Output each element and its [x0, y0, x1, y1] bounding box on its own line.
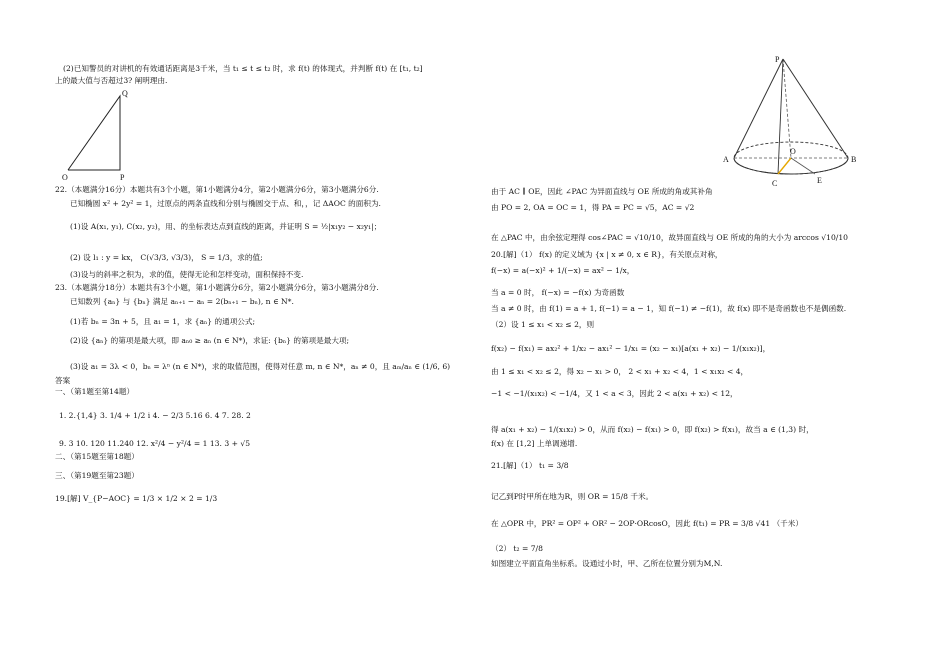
problem-21-part2-line2: 上的最大值与否超过3? 阐明理由. [55, 76, 168, 85]
label-q: Q [122, 89, 128, 98]
sol21-line3: 在 △OPR 中，PR² = OP² + OR² − 2OP·ORcosO，因此 f(t₁) = PR = 3/8 √41 （千米） [491, 519, 803, 528]
sol20-line5: （2）设 1 ≤ x₁ < x₂ ≤ 2，则 [491, 320, 595, 329]
section-1-label: 一、（第1题至第14题） [55, 387, 135, 396]
cone-label-o: O [790, 147, 796, 156]
label-p: P [120, 173, 125, 182]
problem-23-part2: (2)设 {aₙ} 的第项是最大项，即 aₙ₀ ≥ aₙ (n ∈ N*)，求证: {bₙ} 的第项是最大项; [70, 336, 350, 345]
problem-23-part1: (1)若 bₙ = 3n + 5，且 a₁ = 1，求 {aₙ} 的通项公式; [70, 317, 256, 326]
cone-label-p: P [775, 55, 780, 64]
sol21-line2: 记乙到P时甲所在地为R，则 OR = 15/8 千米。 [491, 492, 654, 501]
sol20-line4: 当 a ≠ 0 时，由 f(1) = a + 1, f(−1) = a − 1，知 f(−1) ≠ −f(1)，故 f(x) 即不是奇函数也不是偶函数. [491, 304, 847, 313]
cone-label-e: E [817, 176, 822, 185]
sol20-line2: f(−x) = a(−x)² + 1/(−x) = ax² − 1/x， [491, 266, 635, 275]
right-triangle-figure [60, 86, 150, 181]
cone-label-b: B [851, 155, 857, 164]
problem-21-part2-line1: (2)已知警员的对讲机的有效通话距离是3千米，当 t₁ ≤ t ≤ t₂ 时，求 f(t) 的体现式，并判断 f(t) 在 [t₁, t₂] [63, 64, 423, 73]
section-2-label: 二、（第15题至第18题） [55, 452, 139, 461]
answer-heading: 答案 [55, 376, 71, 385]
sol20-line6: f(x₂) − f(x₁) = ax₂² + 1/x₂ − ax₁² − 1/x₁ = (x₂ − x₁)[a(x₁ + x₂) − 1/(x₁x₂)]， [491, 344, 771, 353]
sol19-line2: 由 PO = 2, OA = OC = 1，得 PA = PC = √5，AC = √2 [491, 203, 695, 212]
sol20-line1: 20.[解]（1） f(x) 的定义域为 {x | x ≠ 0, x ∈ R}，有关原点对称， [491, 250, 723, 259]
sol19-line3: 在 △PAC 中，由余弦定理得 cos∠PAC = √10/10，故异面直线与 OE 所成的角的大小为 arccos √10/10 [491, 233, 849, 242]
cone-label-a: A [723, 155, 729, 164]
answers-row-2: 9. 3 10. 120 11.240 12. x²/4 − y²/4 = 1 13. 3 + √5 [59, 439, 251, 448]
problem-22-part2: (2) 设 l₁ : y = kx， C(√3/3, √3/3)， S = 1/3，求的值; [70, 253, 263, 262]
sol21-line1: 21.[解]（1） t₁ = 3/8 [491, 461, 569, 470]
label-o: O [62, 173, 68, 182]
answers-row-1: 1. 2.{1,4} 3. 1/4 + 1/2 i 4. − 2/3 5.16 6. 4 7. 28. 2 [59, 411, 251, 420]
problem-23-header: 23.（本题满分18分）本题共有3个小题，第1小题满分6分，第2小题满分6分，第3小题满分8分. [55, 283, 379, 292]
sol21-line5: 如图建立平面直角坐标系。设通过小时，甲、乙所在位置分别为M,N. [491, 559, 723, 568]
sol21-line4: （2） t₂ = 7/8 [491, 544, 543, 553]
sol20-line9: 得 a(x₁ + x₂) − 1/(x₁x₂) > 0，从而 f(x₂) − f(x₁) > 0，即 f(x₂) > f(x₁)，故当 a ∈ (1,3) 时， [491, 425, 814, 434]
sol20-line7: 由 1 ≤ x₁ < x₂ ≤ 2，得 x₂ − x₁ > 0， 2 < x₁ + x₂ < 4，1 < x₁x₂ < 4， [491, 367, 749, 376]
problem-22-part3: (3)设与的斜率之积为，求的值，使得无论和怎样变动，面积保持不变. [70, 270, 304, 279]
sol20-line10: f(x) 在 [1,2] 上单调递增. [491, 439, 578, 448]
problem-22-header: 22.（本题满分16分）本题共有3个小题，第1小题满分4分，第2小题满分6分，第3小题满分6分. [55, 185, 379, 194]
sol20-line3: 当 a = 0 时， f(−x) = −f(x) 为奇函数 [491, 288, 625, 297]
sol20-line8: −1 < −1/(x₁x₂) < −1/4，又 1 < a < 3，因此 2 < a(x₁ + x₂) < 12， [491, 389, 738, 398]
cone-label-c: C [772, 179, 778, 188]
cone-figure [720, 50, 870, 195]
problem-22-intro: 已知椭圆 x² + 2y² = 1，过原点的两条直线和分别与椭圆交于点、和，，记 ΔAOC 的面积为. [70, 199, 381, 208]
solution-19: 19.[解] V_{P−AOC} = 1/3 × 1/2 × 2 = 1/3 [55, 494, 218, 503]
sol19-line1: 由于 AC ∥ OE，因此 ∠PAC 为异面直线与 OE 所成的角或其补角 [491, 187, 713, 196]
section-3-label: 三、（第19题至第23题） [55, 471, 139, 480]
problem-22-part1: (1)设 A(x₁, y₁), C(x₂, y₂)，用、的坐标表达点到直线的距离，并证明 S = ½|x₁y₂ − x₂y₁|； [70, 222, 382, 231]
problem-23-intro: 已知数列 {aₙ} 与 {bₙ} 满足 aₙ₊₁ − aₙ = 2(bₙ₊₁ − bₙ), n ∈ N*. [70, 297, 294, 306]
problem-23-part3: (3)设 a₁ = 3λ < 0，bₙ = λⁿ (n ∈ N*)，求的取值范围，使得对任意 m, n ∈ N*，aₙ ≠ 0，且 aₘ/aₙ ∈ (1/6, 6) [70, 362, 451, 371]
